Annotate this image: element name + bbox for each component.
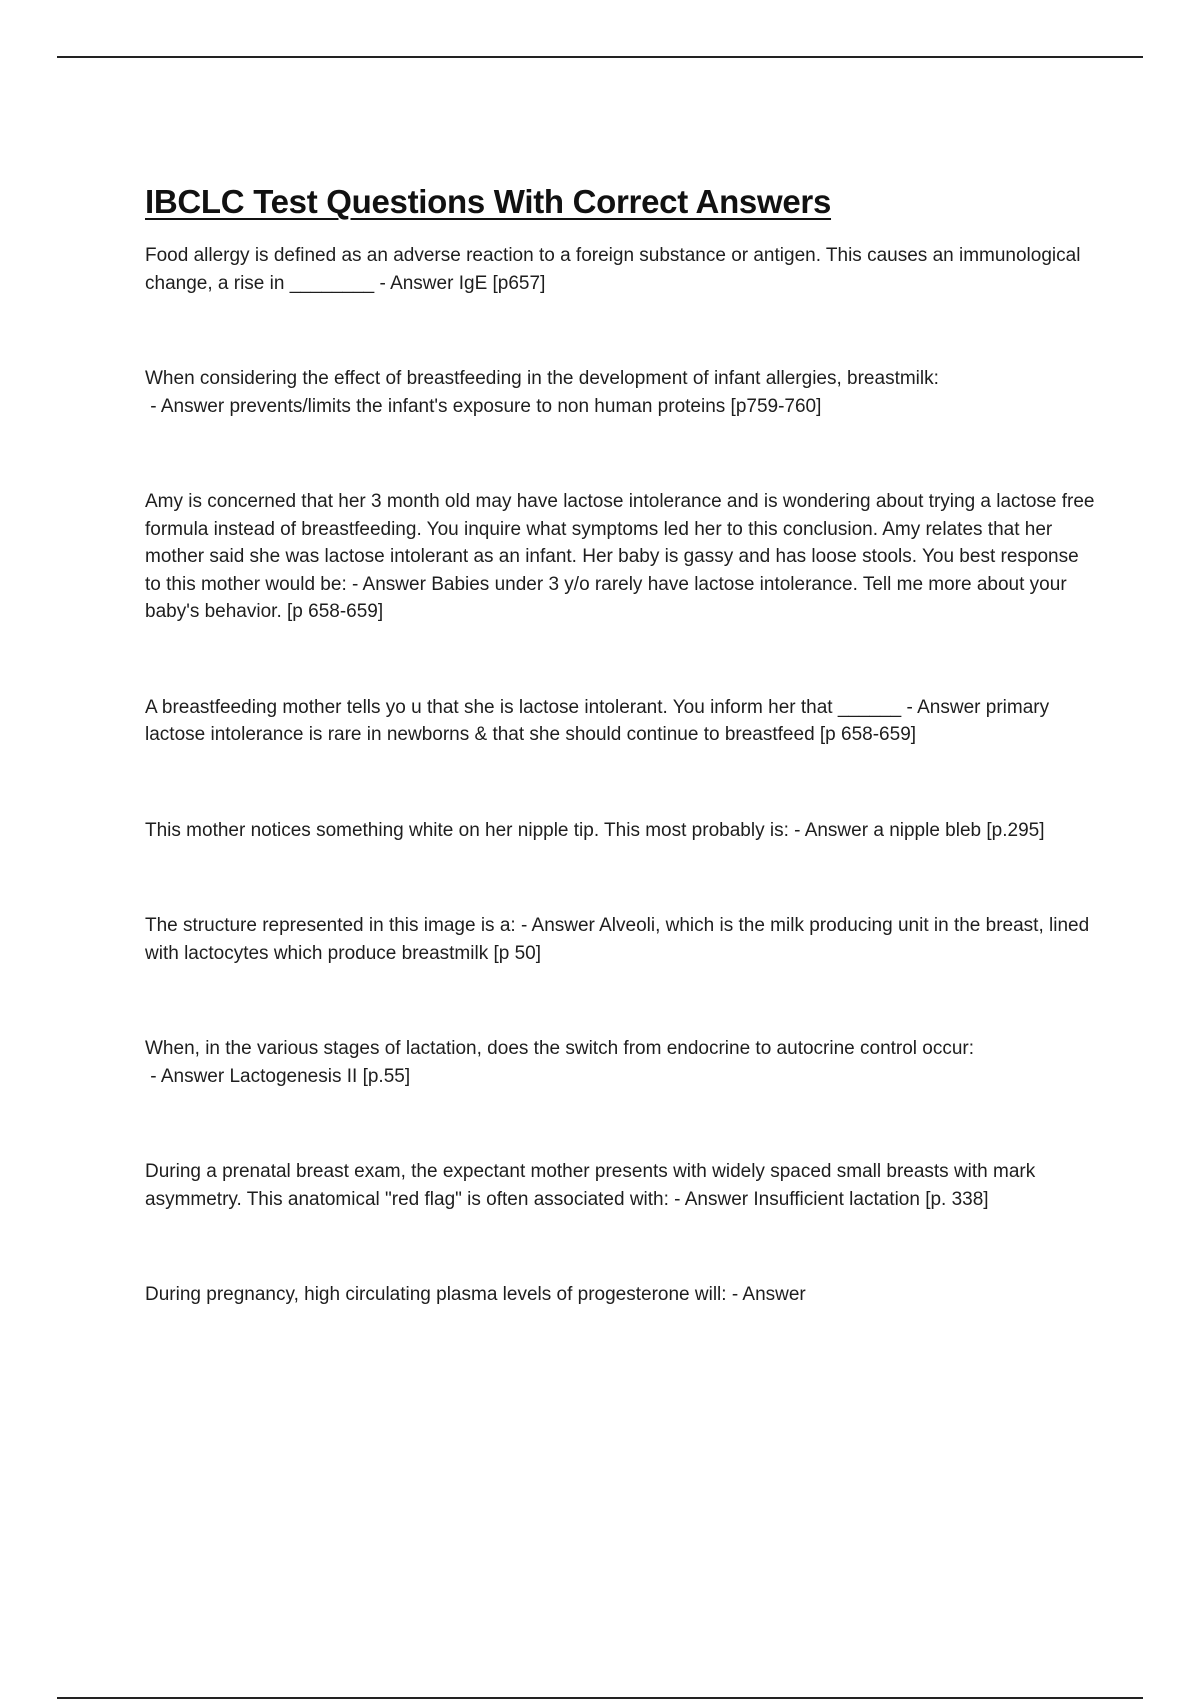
answer-text: Lactogenesis II [p.55] [229,1065,411,1087]
answer-separator: - Answer [145,395,230,417]
qa-list [145,242,1095,1309]
qa-item [145,242,1095,297]
answer-text: IgE [p657] [458,272,546,294]
answer-separator: - Answer [726,1284,812,1305]
document-body [145,180,1095,1309]
answer-text: Babies under 3 y/o rarely have lactose intolerance. Tell me more about your baby's behavior. [p 658-659] [145,573,1067,622]
qa-item [145,365,1095,420]
answer-separator: - Answer [145,1065,230,1087]
qa-item [145,1035,1095,1090]
answer-separator: - Answer [515,915,600,936]
answer-text: prevents/limits the infant's exposure to non human proteins [p759-760] [229,395,822,417]
qa-item [145,1281,1095,1309]
question-text: When considering the effect of breastfeeding in the development of infant allergies, breastmilk: [145,368,939,389]
answer-separator: - Answer [374,272,459,294]
question-text: The structure represented in this image is a: [145,915,516,936]
question-text: Food allergy is defined as an adverse reaction to a foreign substance or antigen. This causes an immunological change, a rise in ________ [145,245,1081,294]
question-text: When, in the various stages of lactation, does the switch from endocrine to autocrine control occur: [145,1038,975,1059]
header-rule [57,56,1143,58]
answer-text: Alveoli, which is the milk producing unit in the breast, lined with lactocytes which produce breastmilk [p 50] [145,915,1090,964]
footer-rule [57,1697,1143,1699]
answer-separator: - Answer [901,696,986,718]
qa-item [145,488,1095,626]
answer-separator: - Answer [346,573,432,595]
document-title: IBCLC Test Questions With Correct Answers [145,183,832,220]
answer-text: a nipple bleb [p.295] [873,819,1045,841]
answer-separator: - Answer [788,819,874,841]
qa-item [145,912,1095,967]
answer-text: primary lactose intolerance is rare in newborns & that she should continue to breastfeed [p 658-659] [145,696,1050,745]
question-text: During a prenatal breast exam, the expectant mother presents with widely spaced small breasts with mark asymmetry. This anatomical "red flag" is often associated with: [145,1161,1036,1210]
question-text: A breastfeeding mother tells yo u that she is lactose intolerant. You inform her that ______ [145,696,902,718]
qa-item [145,817,1095,845]
qa-item [145,1158,1095,1213]
question-text: Amy is concerned that her 3 month old may have lactose intolerance and is wondering about trying a lactose free formula instead of breastfeeding. You inquire what symptoms led her to this conclusion. Amy relates that her mother said she was lactose intolerant as an infant. Her baby is gassy and has loose stools. You best response to this mother would be: [145,491,1095,595]
qa-item [145,694,1095,749]
question-text: During pregnancy, high circulating plasma levels of progesterone will: [145,1284,727,1305]
question-text: This mother notices something white on her nipple tip. This most probably is: [145,819,789,841]
answer-separator: - Answer [668,1188,754,1210]
answer-text: Insufficient lactation [p. 338] [753,1188,989,1210]
